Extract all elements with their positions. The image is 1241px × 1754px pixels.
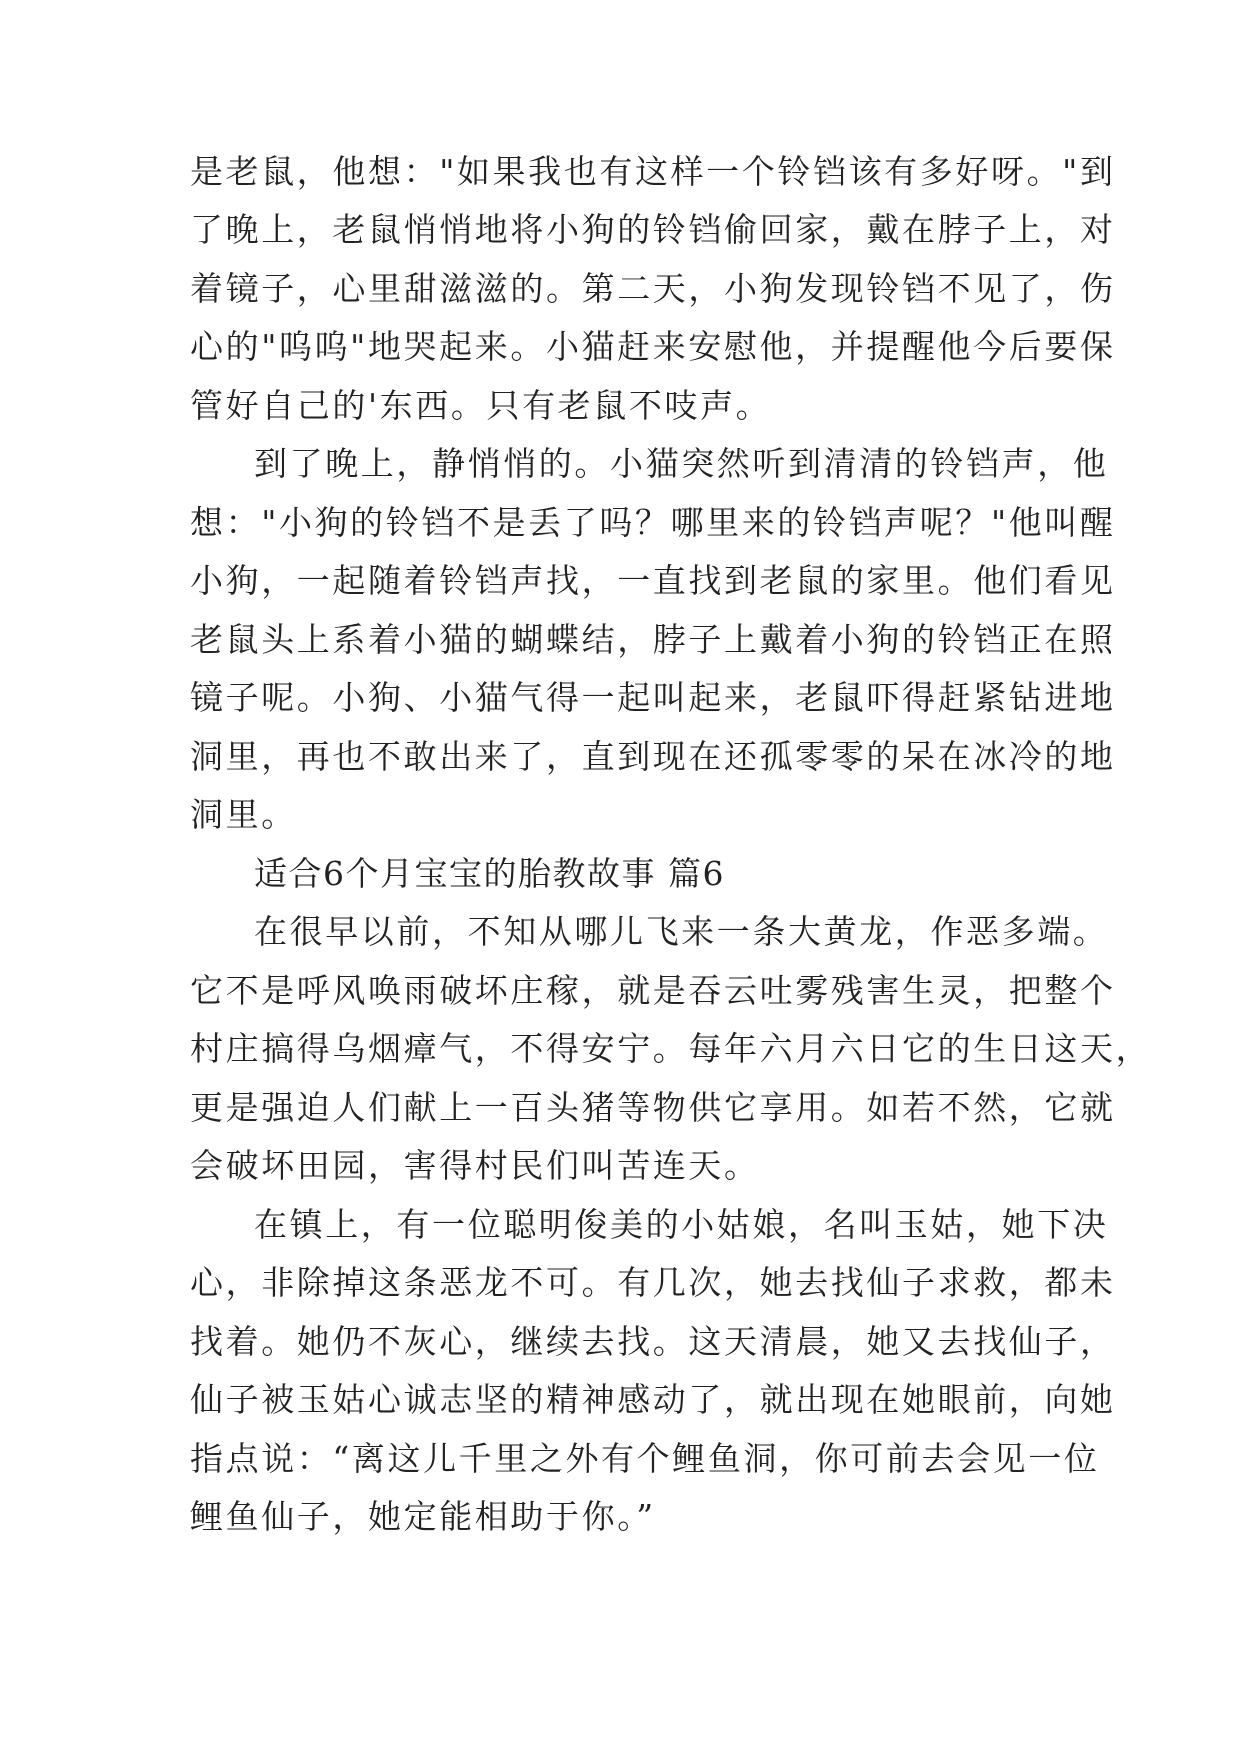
text-line: 仙子被玉姑心诚志坚的精神感动了，就出现在她眼前，向她 (190, 1380, 1116, 1419)
text-line: 它不是呼风唤雨破坏庄稼，就是吞云吐雾残害生灵，把整个 (190, 971, 1116, 1010)
text-line: 会破坏田园，害得村民们叫苦连天。 (190, 1146, 760, 1185)
text-line: 老鼠头上系着小猫的蝴蝶结，脖子上戴着小狗的铃铛正在照 (190, 620, 1116, 659)
text-line: 管好自己的'东西。只有老鼠不吱声。 (190, 386, 772, 425)
text-line: 更是强迫人们献上一百头猪等物供它享用。如若不然，它就 (190, 1088, 1116, 1127)
text-line: 镜子呢。小狗、小猫气得一起叫起来，老鼠吓得赶紧钻进地 (190, 678, 1116, 717)
paragraph-first-line: 在很早以前，不知从哪儿飞来一条大黄龙，作恶多端。 (254, 912, 1109, 951)
text-line: 鲤鱼仙子，她定能相助于你。” (190, 1497, 656, 1536)
section-heading: 适合6个月宝宝的胎教故事 篇6 (254, 854, 725, 893)
text-line: 着镜子，心里甜滋滋的。第二天，小狗发现铃铛不见了，伤 (190, 269, 1116, 308)
text-line: 心的"呜呜"地哭起来。小猫赶来安慰他，并提醒他今后要保 (190, 327, 1116, 366)
text-line: 洞里。 (190, 795, 297, 834)
text-line: 想："小狗的铃铛不是丢了吗？哪里来的铃铛声呢？"他叫醒 (190, 503, 1116, 542)
paragraph-first-line: 到了晚上，静悄悄的。小猫突然听到清清的铃铛声，他 (254, 444, 1109, 483)
text-line: 指点说：“离这儿千里之外有个鲤鱼洞，你可前去会见一位 (190, 1439, 1100, 1478)
text-line: 洞里，再也不敢出来了，直到现在还孤零零的呆在冰冷的地 (190, 737, 1116, 776)
text-line: 心，非除掉这条恶龙不可。有几次，她去找仙子求救，都未 (190, 1263, 1116, 1302)
text-line: 小狗，一起随着铃铛声找，一直找到老鼠的家里。他们看见 (190, 561, 1116, 600)
text-line: 是老鼠，他想："如果我也有这样一个铃铛该有多好呀。"到 (190, 152, 1116, 191)
text-line: 了晚上，老鼠悄悄地将小狗的铃铛偷回家，戴在脖子上，对 (190, 210, 1116, 249)
text-line: 找着。她仍不灰心，继续去找。这天清晨，她又去找仙子， (190, 1322, 1116, 1361)
paragraph-first-line: 在镇上，有一位聪明俊美的小姑娘，名叫玉姑，她下决 (254, 1205, 1109, 1244)
text-line: 村庄搞得乌烟瘴气，不得安宁。每年六月六日它的生日这天， (190, 1029, 1152, 1068)
